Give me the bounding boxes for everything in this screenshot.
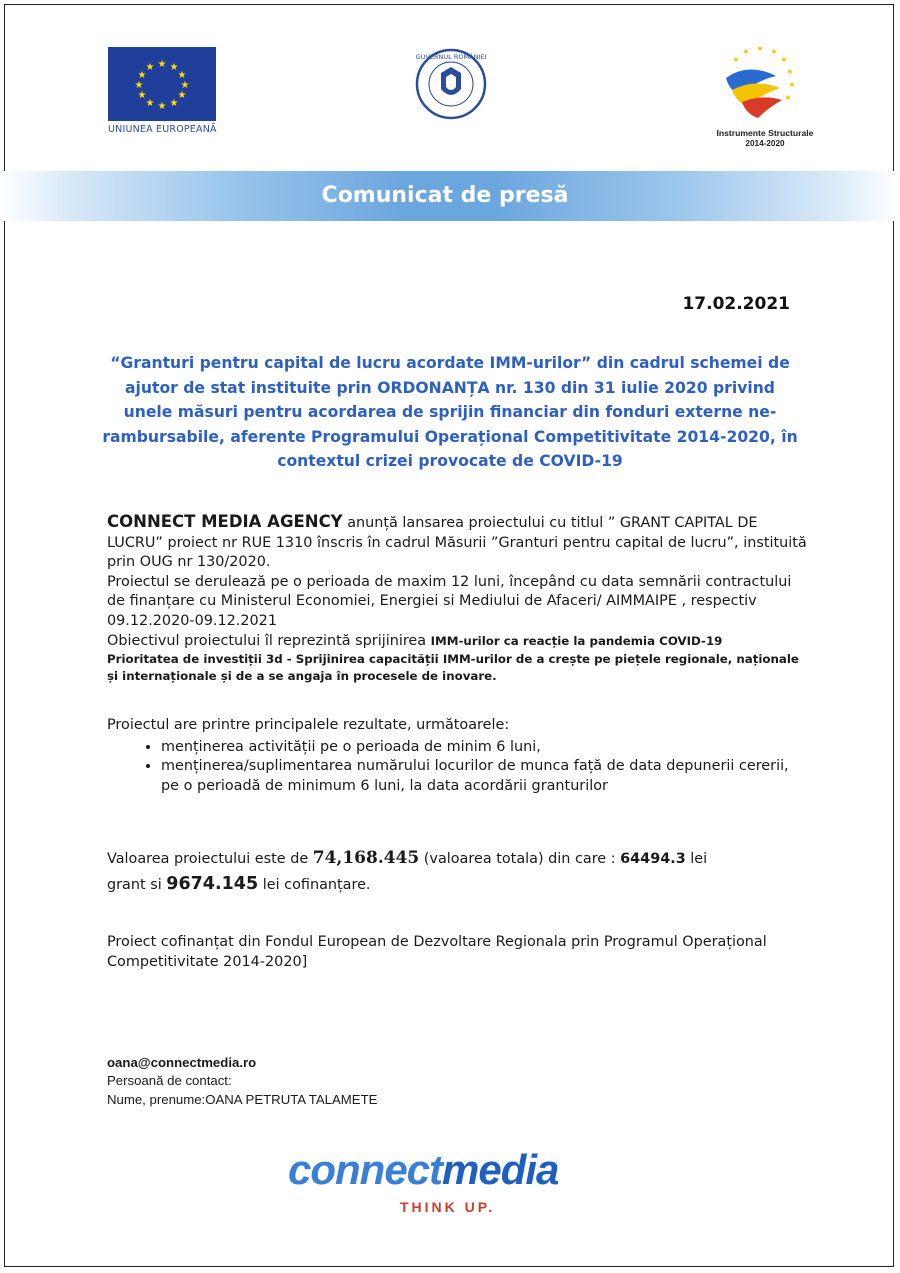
connectmedia-logo [288,1146,558,1194]
eu-label: UNIUNEA EUROPEANĂ [108,124,217,135]
government-seal-logo [415,47,487,121]
value-total: 74,168.445 [312,848,420,868]
value-cofin-suffix: lei cofinanțare. [258,877,371,893]
objective-intro: Obiectivul proiectului îl reprezintă sprijinirea [107,632,431,649]
svg-text:★: ★ [770,47,778,56]
svg-text:★: ★ [145,98,155,109]
contact-label: Persoană de contact: [107,1073,232,1089]
is-label-line1: Instrumente Structurale [716,128,814,138]
results-section [107,716,807,796]
funding-statement: Proiect cofinanțat din Fondul European de Dezvoltare Regionala prin Programul Operațional Competitivitate 2014-2020] [107,934,767,970]
value-mid: (valoarea totala) din care : [419,851,621,867]
paragraph-announcement [107,512,807,573]
value-grant-suffix: lei [685,851,708,867]
svg-text:★: ★ [137,70,147,81]
project-value [107,846,807,898]
value-grant: 64494.3 [620,851,686,867]
priority-text: Prioritatea de investiții 3d - Sprijinirea capacității IMM-urilor de a crește pe piețele regionale, naționale și internaționale și de a se angaja în procesele de inovare. [107,652,799,684]
contact-name: Nume, prenume:OANA PETRUTA TALAMETE [107,1091,378,1107]
list-item: • menținerea/suplimentarea numărului locurilor de munca față de data depunerii cererii, pe o perioadă de minimum 6 luni, la data acordării granturilor [161,757,807,796]
list-item: • menținerea activității pe o perioada de minim 6 luni, [161,738,807,758]
value-prefix: Valoarea proiectului este de [107,851,313,867]
svg-text:★: ★ [742,47,750,56]
company-name: CONNECT MEDIA AGENCY [107,512,343,531]
objective-bold: IMM-urilor ca reacție la pandemia COVID-19 [430,633,723,648]
svg-text:★: ★ [180,80,190,91]
release-date: 17.02.2021 [682,294,790,314]
svg-text:★: ★ [780,55,788,64]
svg-text:★: ★ [177,90,187,101]
svg-text:★: ★ [169,62,179,73]
results-intro: Proiectul are printre principalele rezultate, următoarele: [107,717,510,733]
svg-text:★: ★ [786,67,794,76]
paragraph-period: Proiectul se derulează pe o perioada de maxim 12 luni, începând cu data semnării contractului de finanțare cu Ministerul Economiei, Energiei si Mediului de Afaceri/ AIMMAIPE , respectiv 09.12.2020-09.12.2021 [107,573,792,629]
announcement-text: anunță lansarea proiectului cu titlul ” GRANT CAPITAL DE LUCRU” proiect nr RUE 1310 înscris în cadrul Măsurii ”Granturi pentru capital de lucru”, instituită prin OUG nr 130/2020. [107,515,807,571]
svg-text:★: ★ [732,55,740,64]
body-text [107,512,807,685]
svg-text:★: ★ [134,80,144,91]
svg-text:★: ★ [756,44,764,53]
svg-text:★: ★ [145,62,155,73]
results-list [107,738,807,797]
svg-text:★: ★ [788,80,796,89]
gov-seal-text: GUVERNUL ROMÂNIEI [415,53,487,61]
value-line2-prefix: grant si [107,877,167,893]
logo-word-connect: connect [288,1146,443,1193]
headline: “Granturi pentru capital de lucru acordate IMM-urilor” din cadrul schemei de ajutor de stat instituite prin ORDONANȚA nr. 130 din 31 iulie 2020 privind unele măsuri pentru acordarea de sprijin financiar din fonduri externe ne-rambursabile, aferente Programului Operațional Competitivitate 2014-2020, în contextul crizei provocate de COVID-19 [102,354,798,471]
contact-email[interactable]: oana@connectmedia.ro [107,1055,257,1070]
instrumente-structurale-logo [718,42,802,122]
svg-text:★: ★ [169,98,179,109]
logo-tagline: THINK UP. [400,1199,496,1215]
contact-block [107,1054,377,1109]
eu-flag-logo [108,47,216,121]
svg-text:★: ★ [157,101,167,112]
paragraph-objective [107,632,807,652]
svg-text:★: ★ [784,93,792,102]
svg-text:★: ★ [177,70,187,81]
logo-word-media: media [442,1146,559,1193]
value-cofin: 9674.145 [166,874,259,894]
svg-text:★: ★ [137,90,147,101]
is-label-line2: 2014-2020 [745,139,785,148]
svg-text:★: ★ [157,59,167,70]
banner-title: Comunicat de presă [321,183,569,208]
